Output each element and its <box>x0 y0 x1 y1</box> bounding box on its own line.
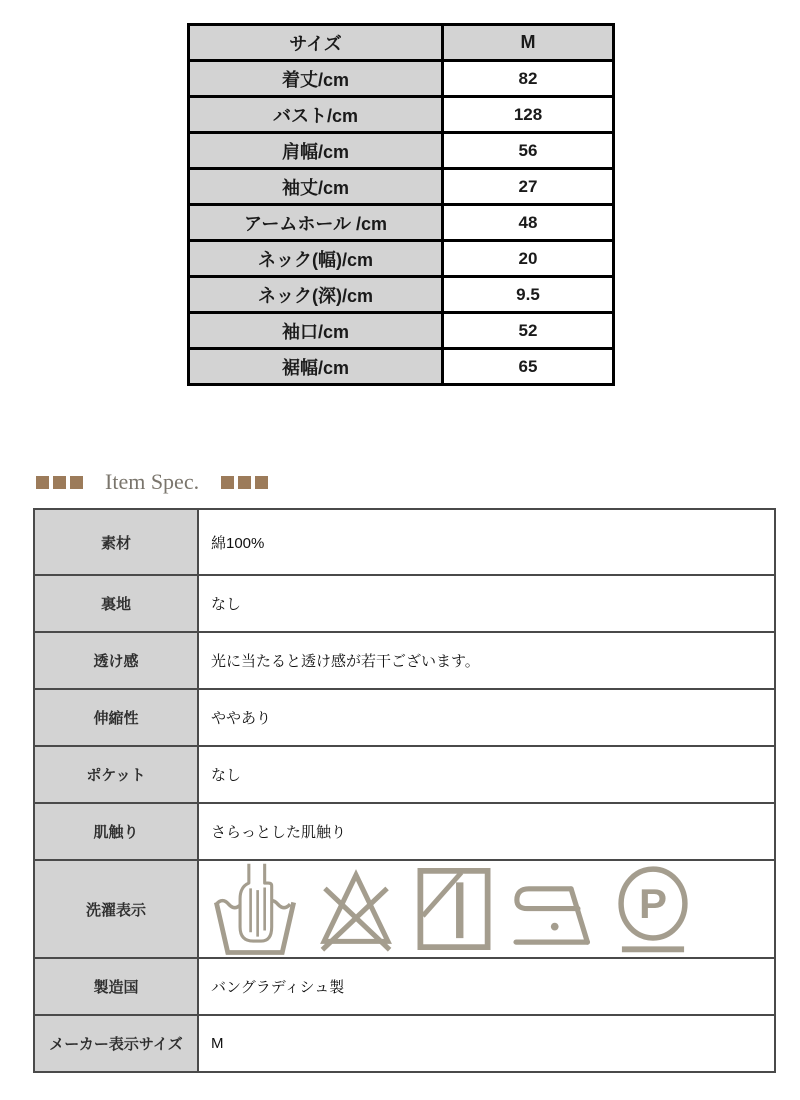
spec-row-label: メーカー表示サイズ <box>34 1015 198 1072</box>
size-row-value: 9.5 <box>443 277 614 313</box>
table-row <box>34 746 775 803</box>
table-row <box>34 958 775 1015</box>
table-row <box>189 349 614 385</box>
dry-clean-letter: P <box>638 879 668 927</box>
square-icon <box>221 476 234 489</box>
table-row <box>34 632 775 689</box>
spec-row-label: 製造国 <box>34 958 198 1015</box>
table-row <box>34 803 775 860</box>
table-row <box>34 689 775 746</box>
table-row <box>189 61 614 97</box>
table-row <box>189 169 614 205</box>
table-row <box>189 133 614 169</box>
size-row-value: 48 <box>443 205 614 241</box>
section-title: Item Spec. <box>105 469 200 494</box>
size-row-label: 袖丈/cm <box>189 169 443 205</box>
care-symbols-cell <box>198 860 775 958</box>
size-row-label: 裾幅/cm <box>189 349 443 385</box>
size-row-label: バスト/cm <box>189 97 443 133</box>
square-icon <box>36 476 49 489</box>
size-row-label: 着丈/cm <box>189 61 443 97</box>
spec-row-label: 洗濯表示 <box>34 860 198 958</box>
square-icon <box>238 476 251 489</box>
spec-row-value: ややあり <box>198 689 775 746</box>
table-row <box>34 509 775 575</box>
table-row <box>34 1015 775 1072</box>
size-table-header-value: M <box>443 25 614 61</box>
table-row <box>189 97 614 133</box>
table-row <box>189 277 614 313</box>
spec-row-label: 素材 <box>34 509 198 575</box>
spec-row-label: 伸縮性 <box>34 689 198 746</box>
deco-squares-left-icon <box>36 476 83 489</box>
square-icon <box>255 476 268 489</box>
size-row-label: アームホール /cm <box>189 205 443 241</box>
size-row-value: 128 <box>443 97 614 133</box>
table-row <box>189 313 614 349</box>
no-bleach-icon <box>314 862 398 956</box>
dry-clean-p-icon <box>611 862 695 956</box>
deco-squares-right-icon <box>221 476 268 489</box>
size-table-header-label: サイズ <box>189 25 443 61</box>
spec-row-value: なし <box>198 746 775 803</box>
hand-wash-icon <box>211 862 299 956</box>
spec-row-label: 裏地 <box>34 575 198 632</box>
item-spec-table <box>33 508 776 1073</box>
square-icon <box>53 476 66 489</box>
spec-row-label: ポケット <box>34 746 198 803</box>
size-table-header-row <box>189 25 614 61</box>
spec-row-value: M <box>198 1015 775 1072</box>
shade-dry-icon <box>413 862 495 956</box>
size-row-label: 袖口/cm <box>189 313 443 349</box>
spec-row-value: 光に当たると透け感が若干ございます。 <box>198 632 775 689</box>
spec-row-value: さらっとした肌触り <box>198 803 775 860</box>
square-icon <box>70 476 83 489</box>
size-row-value: 20 <box>443 241 614 277</box>
size-row-value: 56 <box>443 133 614 169</box>
care-icons <box>211 862 762 956</box>
size-row-value: 27 <box>443 169 614 205</box>
size-row-label: 肩幅/cm <box>189 133 443 169</box>
spec-row-label: 透け感 <box>34 632 198 689</box>
spec-row-value: バングラディシュ製 <box>198 958 775 1015</box>
table-row <box>34 575 775 632</box>
size-row-value: 52 <box>443 313 614 349</box>
table-row <box>189 205 614 241</box>
care-symbols-row <box>34 860 775 958</box>
item-spec-heading <box>36 470 268 494</box>
spec-row-value: 綿100% <box>198 509 775 575</box>
size-row-label: ネック(幅)/cm <box>189 241 443 277</box>
spec-row-value: なし <box>198 575 775 632</box>
size-row-value: 82 <box>443 61 614 97</box>
size-row-value: 65 <box>443 349 614 385</box>
size-table <box>187 23 615 386</box>
spec-row-label: 肌触り <box>34 803 198 860</box>
size-row-label: ネック(深)/cm <box>189 277 443 313</box>
iron-low-icon <box>510 862 596 956</box>
table-row <box>189 241 614 277</box>
